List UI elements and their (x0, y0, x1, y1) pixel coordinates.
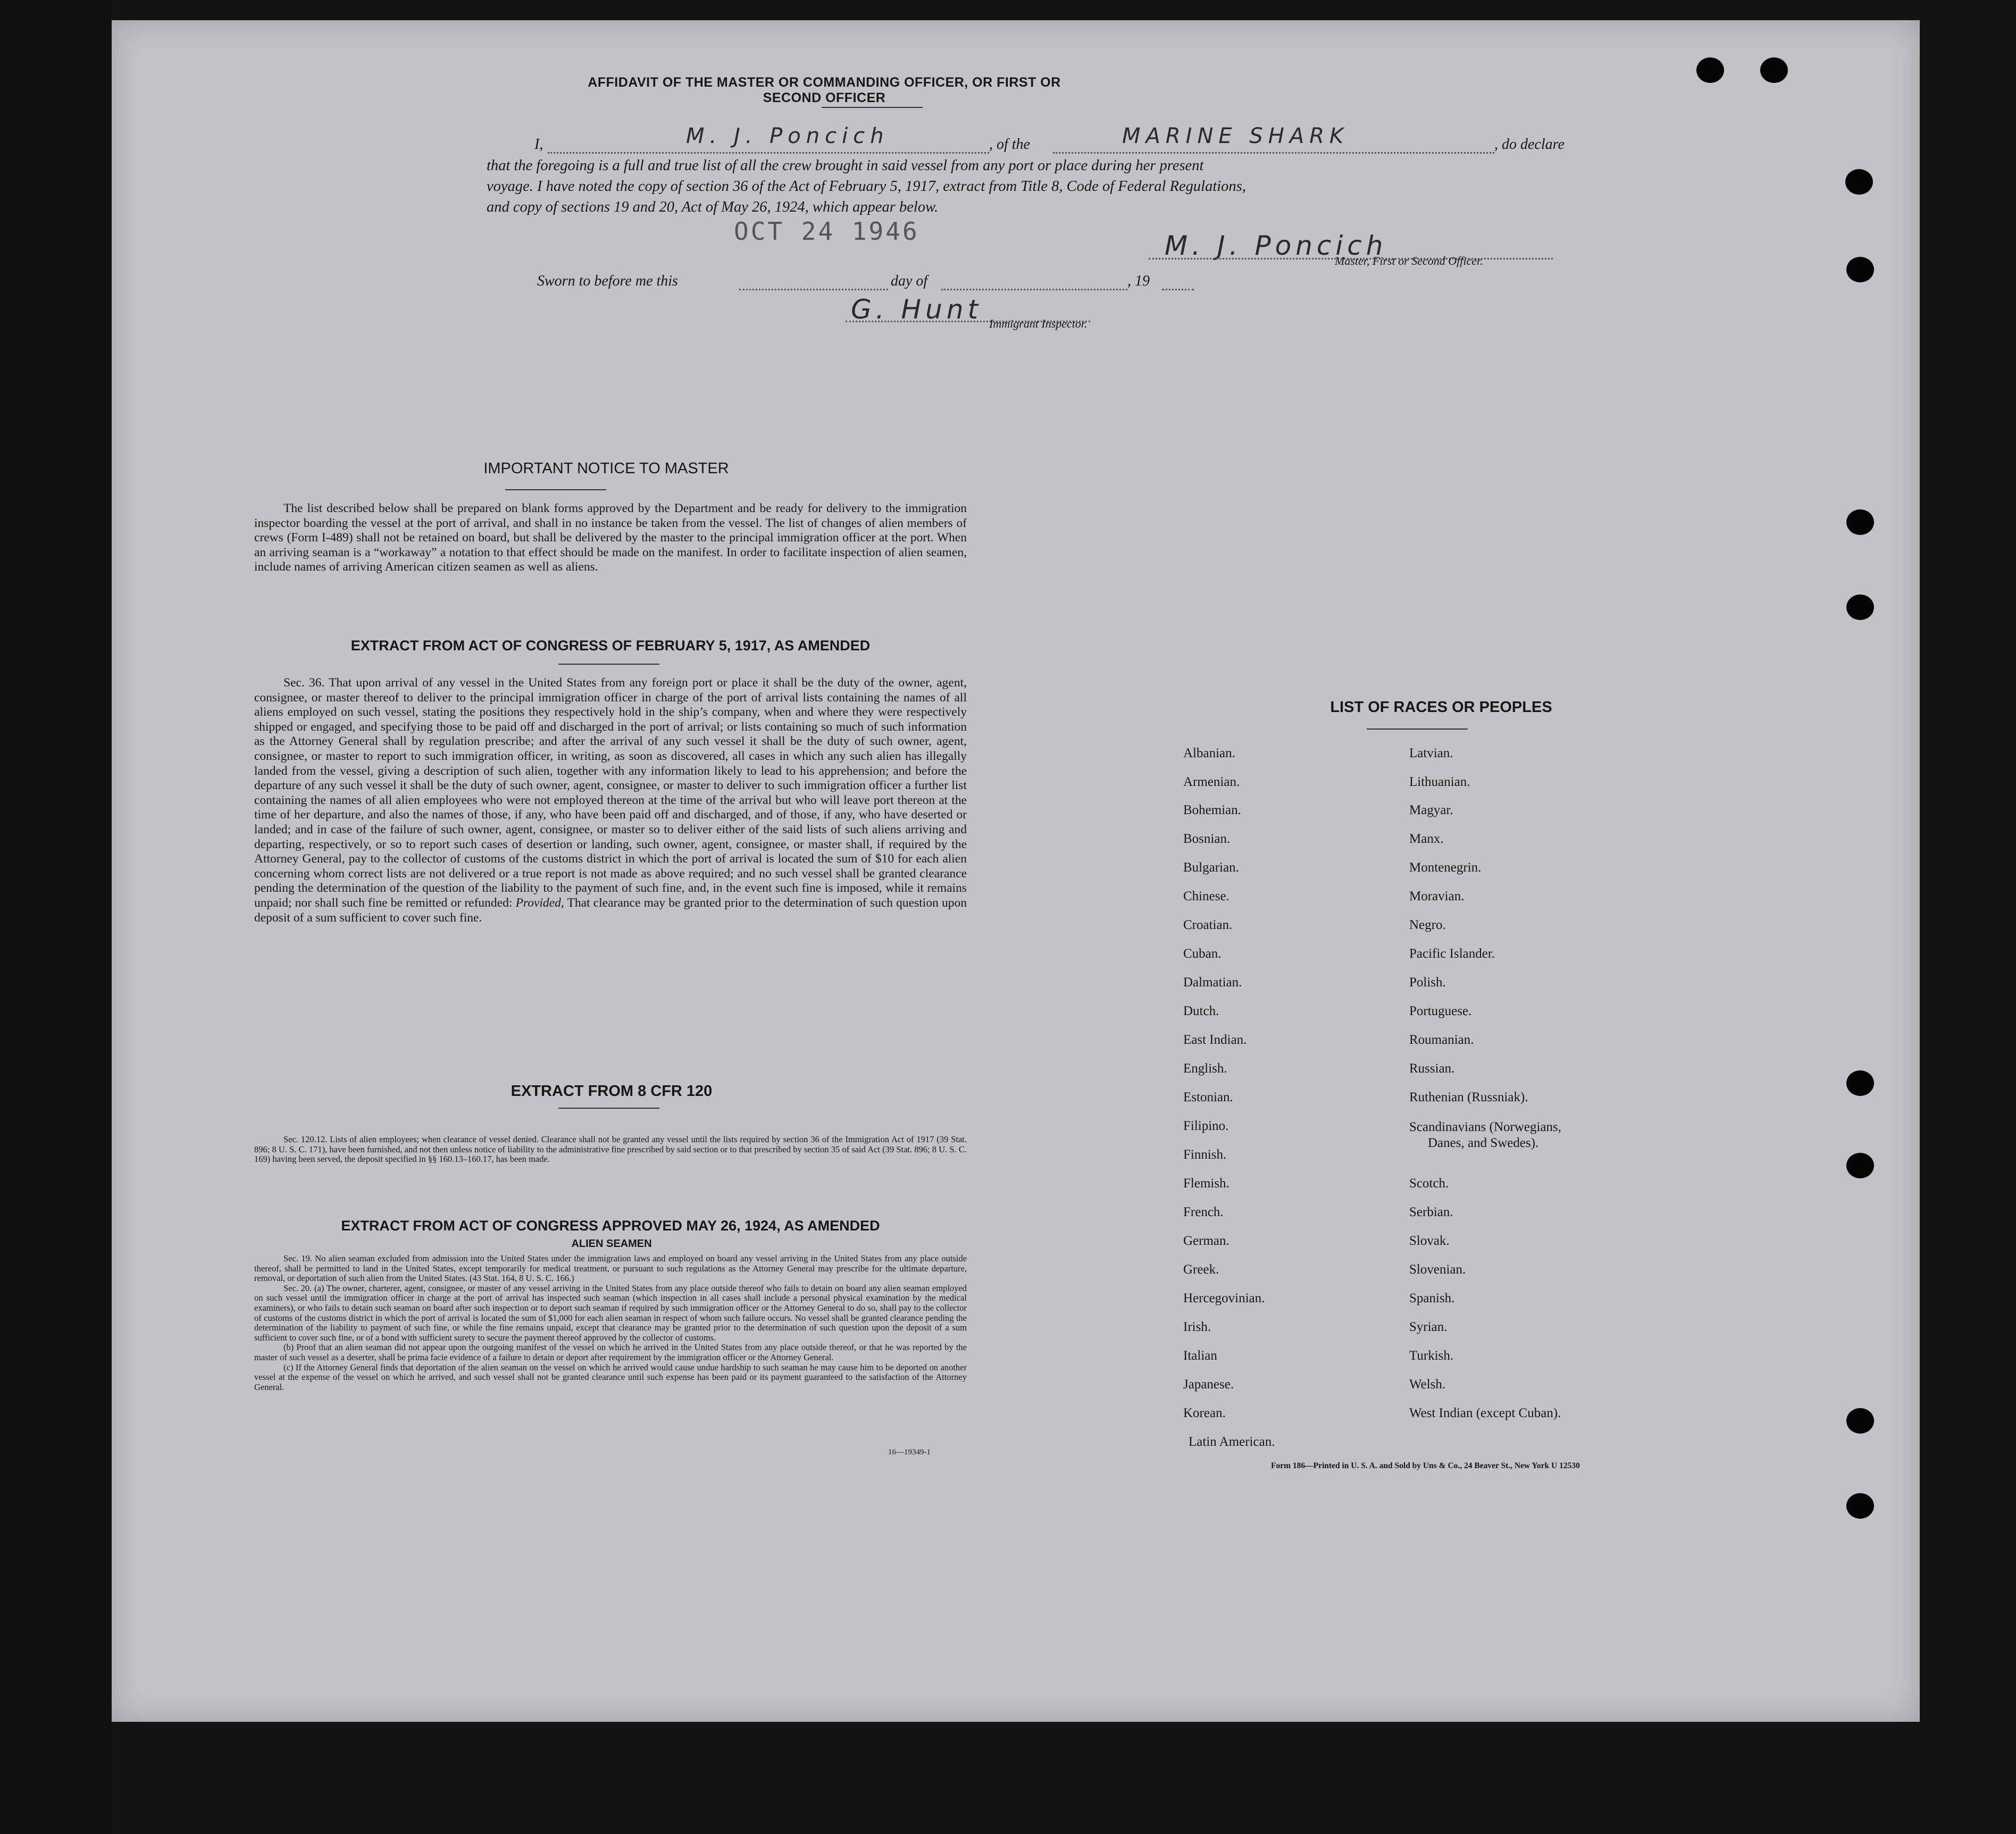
race-item: Bosnian. (1183, 832, 1231, 846)
race-item: Croatian. (1183, 918, 1233, 932)
race-item: Ruthenian (Russniak). (1409, 1090, 1528, 1104)
form-footer: Form 186—Printed in U. S. A. and Sold by Uns & Co., 24 Beaver St., New York U 12530 (1271, 1461, 1580, 1470)
race-item: Welsh. (1409, 1377, 1446, 1392)
year-prefix: , 19 (1127, 273, 1150, 289)
race-item: Flemish. (1183, 1176, 1229, 1191)
punch-hole (1760, 57, 1788, 83)
do-declare-label: , do declare (1494, 136, 1565, 153)
race-item: Finnish. (1183, 1148, 1227, 1162)
races-rule (1367, 728, 1468, 730)
race-item: Filipino. (1183, 1119, 1229, 1133)
inspector-caption: Immigrant Inspector. (989, 317, 1088, 330)
sec-19-text: Sec. 19. No alien seaman excluded from admission into the United States under the immigration laws and employed on board any vessel arriving in the United States from any place outside thereof, shall be permitted to land in the United States, except temporarily for medical treatment, or pursuant to such regulations as the Attorney General may prescribe for the ultimate departure, removal, or deportation of such alien from the United States. (43 Stat. 164, 8 U. S. C. 166.) (254, 1253, 967, 1284)
vessel-name-line (1053, 152, 1494, 154)
master-name-line (548, 152, 989, 154)
race-item: Cuban. (1183, 947, 1222, 961)
race-item: Syrian. (1409, 1320, 1448, 1334)
proviso-label: Provided, (515, 895, 564, 910)
race-item: Montenegrin. (1409, 860, 1482, 875)
extract-1924-body (254, 1254, 967, 1392)
race-item: Moravian. (1409, 889, 1465, 903)
sworn-month-line (941, 289, 1127, 290)
race-item: Bohemian. (1183, 803, 1242, 817)
affidavit-line-3: voyage. I have noted the copy of section 36 of the Act of February 5, 1917, extract from Title 8, Code of Federal Regulations, (487, 178, 1246, 195)
title-rule (822, 107, 923, 108)
race-item: Roumanian. (1409, 1033, 1474, 1047)
sworn-label: Sworn to before me this (537, 273, 678, 289)
sec-36-text: That upon arrival of any vessel in the United States from any foreign port or place it shall be the duty of the owner, agent, consignee, or master thereof to deliver to the principal immigration officer in charge of the port of arrival lists containing the names of all aliens employed on such vessel, stating the positions they respectively hold in the ship’s company, when and where they were respectively shipped or engaged, and specifying those to be paid off and discharged in the port of arrival; or lists containing so much of such information as the Attorney General shall by regulation prescribe; and after the arrival of any such vessel it shall be the duty of such owner, agent, consignee, or master to report to such immigration officer, in writing, as soon as discovered, all cases in which any such alien has illegally landed from the vessel, giving a description of such alien, together with any information likely to lead to his apprehension; and before the departure of any such vessel it shall be the duty of such owner, agent, consignee, or master to deliver to such immigration officer a further list containing the names of all alien employees who were not employed thereon at the time of the arrival but who will leave port thereon at the time of her departure, and also the names of those, if any, who have been paid off and discharged, and of those, if any, who have deserted or landed; and in case of the failure of such owner, agent, consignee, or master so to deliver either of the said lists of such aliens arriving and departing, respectively, or so to report such cases of desertion or landing, such owner, agent, consignee, or master shall, if required by the Attorney General, pay to the collector of customs of the customs district in which the port of arrival is located the sum of $10 for each alien concerning whom correct lists are not delivered or a true report is not made as above required; and no such vessel shall be granted clearance pending the determination of the question of the liability to the payment of such fine, and, in the event such fine is imposed, while it remains unpaid; nor shall such fine be remitted or refunded: (254, 676, 967, 910)
punch-hole (1846, 509, 1874, 535)
race-item: Albanian. (1183, 746, 1235, 760)
race-item: English. (1183, 1061, 1227, 1076)
race-item: Negro. (1409, 918, 1446, 932)
extract-cfr-title: EXTRACT FROM 8 CFR 120 (511, 1083, 713, 1100)
races-title: LIST OF RACES OR PEOPLES (1330, 699, 1552, 716)
sec-36-label: Sec. 36. (283, 676, 325, 690)
race-item: Magyar. (1409, 803, 1453, 817)
document-page (112, 20, 1920, 1722)
race-item: Slovenian. (1409, 1262, 1466, 1277)
race-item: Japanese. (1183, 1377, 1234, 1392)
notice-rule (505, 489, 606, 490)
race-item-continuation: Danes, and Swedes). (1428, 1136, 1539, 1150)
race-item: Latvian. (1409, 746, 1453, 760)
sec-20c-text: (c) If the Attorney General finds that deportation of the alien seaman on the vessel on which he arrived would cause undue hardship to such seaman he may cause him to be deported on another vessel at the expense of the vessel on which he arrived, and such vessel shall not be granted clearance until such expense has been paid or its payment guaranteed to the satisfaction of the Attorney General. (254, 1362, 967, 1392)
sec-20a-text: Sec. 20. (a) The owner, charterer, agent, consignee, or master of any vessel arriving in the United States from any place outside thereof who fails to detain on board any alien seaman employed on such vessel until the immigration officer in charge at the port of arrival has inspected such seaman (which inspection in all cases shall include a personal physical examination by the medical examiners), or who fails to detain such seaman on board after such inspection or to deport such seaman if required by such immigration officer or the Attorney General to do so, shall pay to the collector of customs of the customs district in which the port of arrival is located the sum of $1,000 for each alien seaman in respect of whom such failure occurs. No vessel shall be granted clearance pending the determination of the liability to payment of such fine, or while the fine remains unpaid, except that clearance may be granted prior to the determination of such question upon the deposit of a sum sufficient to cover such fine, or of a bond with sufficient surety to secure the payment thereof approved by the collector of customs. (254, 1283, 967, 1343)
date-received-stamp: OCT 24 1946 (734, 217, 919, 246)
race-item: Chinese. (1183, 889, 1229, 903)
race-item: Irish. (1183, 1320, 1211, 1334)
race-item: Spanish. (1409, 1291, 1455, 1305)
race-item: Portuguese. (1409, 1004, 1472, 1018)
punch-hole (1696, 57, 1724, 83)
extract-1924-title: EXTRACT FROM ACT OF CONGRESS APPROVED MAY 26, 1924, AS AMENDED (341, 1218, 880, 1234)
sec-20b-text: (b) Proof that an alien seaman did not appear upon the outgoing manifest of the vessel on which he arrived in the United States from any place outside thereof, or that he was reported by the master of such vessel as a deserter, shall be prima facie evidence of a failure to detain or deport after requirement by the immigration officer or the Attorney General. (254, 1342, 967, 1362)
extract-cfr-rule (558, 1108, 659, 1109)
affidavit-i-label: I, (534, 136, 543, 153)
race-item: German. (1183, 1234, 1229, 1248)
race-item: Korean. (1183, 1406, 1226, 1420)
sworn-year-line (1162, 289, 1194, 290)
sworn-day-line (739, 289, 888, 290)
race-item: Scotch. (1409, 1176, 1449, 1191)
day-of-label: day of (891, 273, 928, 289)
punch-hole (1845, 169, 1873, 195)
affidavit-title: AFFIDAVIT OF THE MASTER OR COMMANDING OFFICER, OR FIRST OR SECOND OFFICER (588, 75, 1061, 105)
extract-1917-rule (558, 664, 659, 665)
race-item: Bulgarian. (1183, 860, 1239, 875)
race-item: Hercegovinian. (1183, 1291, 1265, 1305)
scan-border-right (1920, 0, 2016, 1834)
race-item: Pacific Islander. (1409, 947, 1495, 961)
punch-hole (1846, 1493, 1874, 1519)
affidavit-line-4: and copy of sections 19 and 20, Act of May 26, 1924, which appear below. (487, 199, 939, 215)
proviso-text: That clearance may be granted prior to the determination of such question upon deposit of a sum sufficient to cover such fine. (254, 895, 967, 925)
notice-title: IMPORTANT NOTICE TO MASTER (483, 460, 729, 477)
print-code: 16—19349-1 (888, 1448, 931, 1456)
race-item: Lithuanian. (1409, 775, 1470, 789)
race-item: Polish. (1409, 975, 1446, 990)
race-item: Turkish. (1409, 1349, 1454, 1363)
extract-cfr-body: Sec. 120.12. Lists of alien employees; when clearance of vessel denied. Clearance shall not be granted any vessel until the lists required by section 36 of the Immigration Act of 1917 (39 Stat. 896; 8 U. S. C. 171), have been furnished, and not then unless notice of liability to the administrative fine prescribed by said section or to that prescribed by section 35 of said Act (39 Stat. 896; 8 U. S. C. 169) having been served, the deposit specified in §§ 160.13–160.17, has been made. (254, 1134, 967, 1165)
extract-1924-subtitle: ALIEN SEAMEN (571, 1238, 652, 1250)
affidavit-line-2: that the foregoing is a full and true list of all the crew brought in said vessel from any port or place during her present (487, 157, 1204, 174)
race-item: Armenian. (1183, 775, 1240, 789)
inspector-signature: G. Hunt (851, 294, 983, 325)
extract-1917-body (254, 676, 967, 925)
punch-hole (1846, 594, 1874, 620)
race-item: Greek. (1183, 1262, 1219, 1277)
race-item: Russian. (1409, 1061, 1455, 1076)
notice-body: The list described below shall be prepared on blank forms approved by the Department and be ready for delivery to the immigration inspector boarding the vessel at the port of arrival, and shall in no instance be taken from the vessel. The list of changes of alien members of crews (Form I-489) shall not be retained on board, but shall be delivered by the master to the principal immigration officer at the port. When an arriving seaman is a “workaway” a notation to that effect should be made on the manifest. In order to facilitate inspection of alien seamen, include names of arriving American citizen seamen as well as aliens. (254, 501, 967, 574)
punch-hole (1846, 1408, 1874, 1434)
race-item: West Indian (except Cuban). (1409, 1406, 1561, 1420)
of-the-label: , of the (989, 136, 1030, 153)
extract-1917-title: EXTRACT FROM ACT OF CONGRESS OF FEBRUARY 5, 1917, AS AMENDED (350, 638, 871, 654)
race-item: Slovak. (1409, 1234, 1450, 1248)
race-item: East Indian. (1183, 1033, 1247, 1047)
race-item: Scandinavians (Norwegians, (1409, 1120, 1562, 1134)
master-name: M. J. Poncich (686, 124, 889, 148)
punch-hole (1846, 1153, 1874, 1178)
race-item: Latin American. (1189, 1435, 1275, 1449)
race-item: Dalmatian. (1183, 975, 1242, 990)
scan-border-left (0, 0, 112, 1834)
punch-hole (1846, 1070, 1874, 1096)
race-item: Manx. (1409, 832, 1444, 846)
punch-hole (1846, 257, 1874, 282)
race-item: Italian (1183, 1349, 1217, 1363)
master-signature: M. J. Poncich (1165, 230, 1387, 261)
vessel-name: MARINE SHARK (1122, 124, 1349, 148)
race-item: Dutch. (1183, 1004, 1219, 1018)
race-item: Serbian. (1409, 1205, 1453, 1219)
race-item: French. (1183, 1205, 1224, 1219)
race-item: Estonian. (1183, 1090, 1233, 1104)
master-caption: Master, First or Second Officer. (1335, 254, 1483, 267)
